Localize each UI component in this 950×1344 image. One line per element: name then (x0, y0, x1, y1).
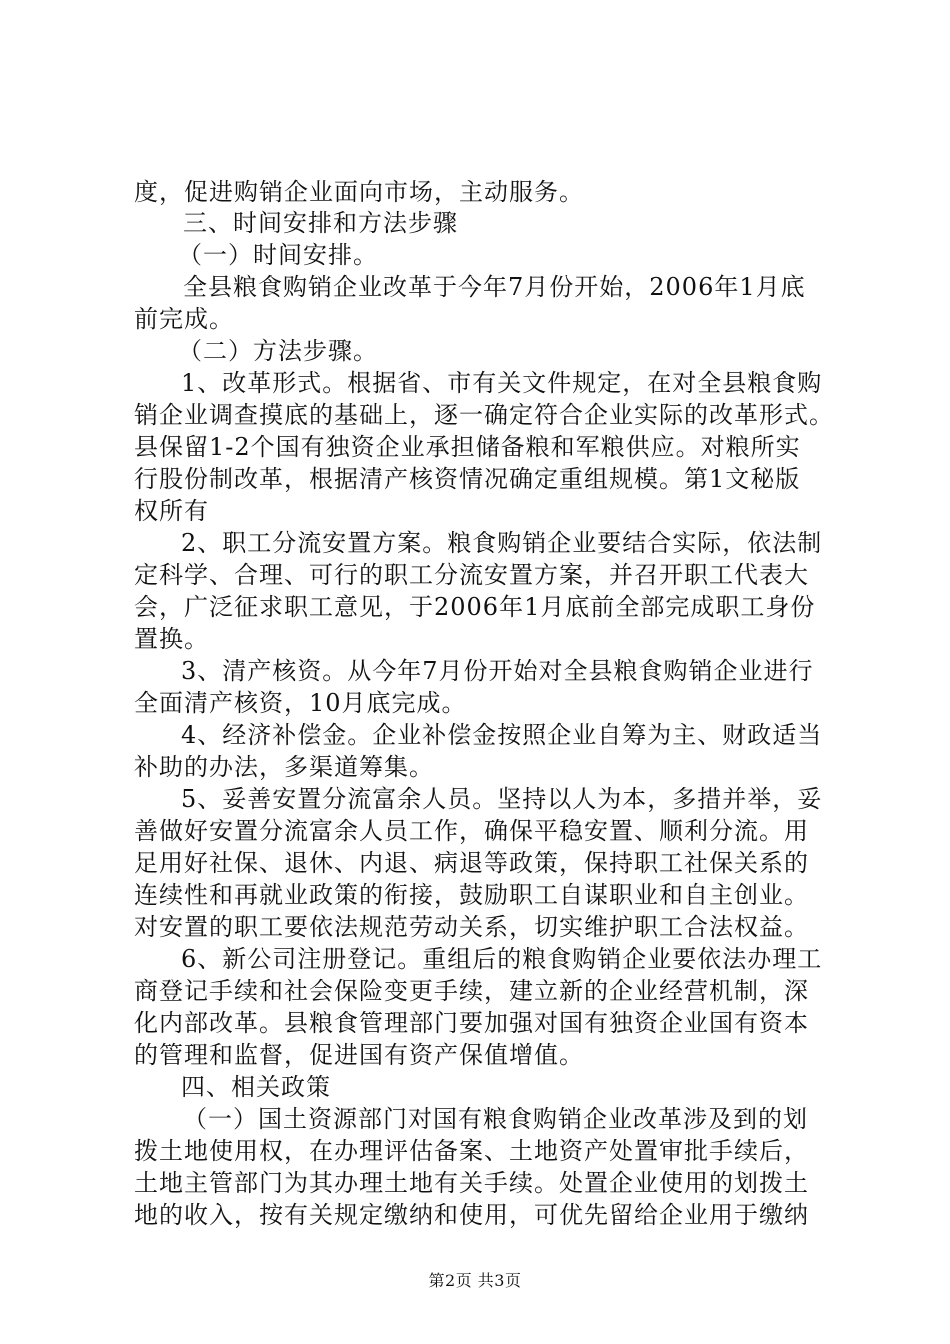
text-line: 连续性和再就业政策的衔接，鼓励职工自谋职业和自主创业。 (134, 881, 809, 909)
text-line: 前完成。 (134, 305, 234, 333)
text-line: 度，促进购销企业面向市场，主动服务。 (134, 178, 584, 206)
text-line: 善做好安置分流富余人员工作，确保平稳安置、顺利分流。用 (134, 817, 809, 845)
text-line: 对安置的职工要依法规范劳动关系，切实维护职工合法权益。 (134, 913, 809, 941)
text-line: 1、改革形式。根据省、市有关文件规定，在对全县粮食购 (181, 369, 823, 397)
text-line: 权所有 (134, 497, 209, 525)
text-line: 地的收入，按有关规定缴纳和使用，可优先留给企业用于缴纳 (134, 1201, 809, 1229)
text-line: 县保留1-2个国有独资企业承担储备粮和军粮供应。对粮所实 (134, 433, 801, 461)
text-line: 足用好社保、退休、内退、病退等政策，保持职工社保关系的 (134, 849, 809, 877)
text-line: 的管理和监督，促进国有资产保值增值。 (134, 1041, 584, 1069)
text-line: 全县粮食购销企业改革于今年7月份开始，2006年1月底 (183, 273, 806, 301)
text-line: 5、妥善安置分流富余人员。坚持以人为本，多措并举，妥 (181, 785, 823, 813)
text-line: 化内部改革。县粮食管理部门要加强对国有独资企业国有资本 (134, 1009, 809, 1037)
text-line: 销企业调查摸底的基础上，逐一确定符合企业实际的改革形式。 (134, 401, 834, 429)
text-line: 拨土地使用权，在办理评估备案、土地资产处置审批手续后， (134, 1137, 809, 1165)
text-line: 定科学、合理、可行的职工分流安置方案，并召开职工代表大 (134, 561, 809, 589)
text-line: （一）国土资源部门对国有粮食购销企业改革涉及到的划 (183, 1105, 808, 1133)
text-line: 补助的办法，多渠道筹集。 (134, 753, 434, 781)
text-line: 全面清产核资，10月底完成。 (134, 689, 467, 717)
text-line: 2、职工分流安置方案。粮食购销企业要结合实际，依法制 (181, 529, 823, 557)
section-heading: 三、时间安排和方法步骤 (183, 209, 458, 237)
subsection-heading: （一）时间安排。 (178, 241, 378, 269)
text-line: 行股份制改革，根据清产核资情况确定重组规模。第1文秘版 (134, 465, 801, 493)
text-line: 6、新公司注册登记。重组后的粮食购销企业要依法办理工 (181, 945, 823, 973)
text-line: 置换。 (134, 625, 209, 653)
text-line: 商登记手续和社会保险变更手续，建立新的企业经营机制，深 (134, 977, 809, 1005)
text-line: 3、清产核资。从今年7月份开始对全县粮食购销企业进行 (181, 657, 814, 685)
text-line: 会，广泛征求职工意见，于2006年1月底前全部完成职工身份 (134, 593, 816, 621)
subsection-heading: （二）方法步骤。 (178, 337, 378, 365)
section-heading: 四、相关政策 (181, 1073, 331, 1101)
page-number-footer: 第2页 共3页 (428, 1271, 522, 1290)
text-line: 土地主管部门为其办理土地有关手续。处置企业使用的划拨土 (134, 1169, 809, 1197)
text-line: 4、经济补偿金。企业补偿金按照企业自筹为主、财政适当 (181, 721, 823, 749)
